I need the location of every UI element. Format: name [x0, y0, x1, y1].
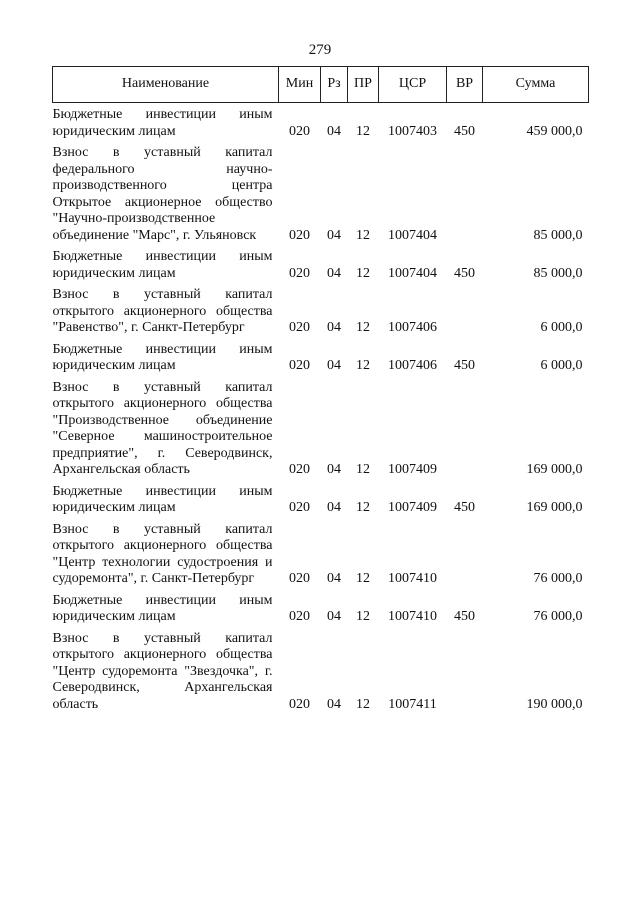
table-row — [53, 480, 589, 518]
row-min: 020 — [289, 500, 310, 515]
row-min: 020 — [289, 462, 310, 477]
table-row — [53, 283, 589, 338]
row-rz: 04 — [327, 320, 341, 335]
row-vr — [447, 518, 483, 589]
row-min: 020 — [289, 227, 310, 243]
row-min: 020 — [289, 358, 310, 373]
row-sum: 459 000,0 — [526, 123, 583, 139]
row-rz: 04 — [327, 227, 341, 243]
row-csr: 1007406 — [388, 358, 437, 373]
header-vr: ВР — [447, 67, 483, 103]
row-min: 020 — [289, 609, 310, 624]
table-row — [53, 338, 589, 376]
row-name: Взнос в уставный капитал открытого акционерного общества "Равенство", г. Санкт-Петербург — [52, 287, 273, 335]
row-name: Бюджетные инвестиции иным юридическим лицам — [52, 107, 273, 139]
row-name: Бюджетные инвестиции иным юридическим лицам — [52, 592, 273, 624]
row-min: 020 — [289, 265, 310, 281]
row-vr: 450 — [454, 123, 475, 139]
row-name: Взнос в уставный капитал федерального научно-производственного центра Открытое акционерное общество "Научно-производственное объединение "Марс", г. Ульяновск — [52, 145, 273, 243]
row-pr: 12 — [356, 227, 370, 243]
row-rz: 04 — [327, 462, 341, 477]
row-vr — [447, 627, 483, 715]
row-sum: 85 000,0 — [533, 265, 583, 281]
row-sum: 76 000,0 — [533, 609, 583, 624]
row-sum: 85 000,0 — [533, 227, 583, 243]
row-vr: 450 — [454, 358, 475, 373]
row-pr: 12 — [356, 609, 370, 624]
table-header — [53, 67, 589, 103]
row-rz: 04 — [327, 571, 341, 586]
header-name: Наименование — [53, 67, 279, 103]
header-rz: Рз — [321, 67, 348, 103]
page-number: 279 — [308, 42, 332, 58]
table-row — [53, 627, 589, 715]
row-csr: 1007404 — [388, 265, 437, 281]
row-name: Бюджетные инвестиции иным юридическим лицам — [52, 249, 273, 281]
row-name: Взнос в уставный капитал открытого акционерного общества "Производственное объединение "Северное машиностроительное предприятие", г. Северодвинск, Архангельская область — [52, 379, 273, 477]
row-min: 020 — [289, 696, 310, 712]
row-pr: 12 — [356, 320, 370, 335]
header-row — [53, 67, 589, 103]
row-sum: 6 000,0 — [540, 320, 583, 335]
row-rz: 04 — [327, 358, 341, 373]
header-pr: ПР — [348, 67, 379, 103]
row-rz: 04 — [327, 123, 341, 139]
row-pr: 12 — [356, 696, 370, 712]
row-csr: 1007409 — [388, 500, 437, 515]
row-name: Бюджетные инвестиции иным юридическим лицам — [52, 483, 273, 515]
budget-table — [52, 66, 589, 714]
row-csr: 1007409 — [388, 462, 437, 477]
row-vr — [447, 141, 483, 245]
header-min: Мин — [279, 67, 321, 103]
table-row — [53, 103, 589, 142]
table-row — [53, 141, 589, 245]
row-pr: 12 — [356, 358, 370, 373]
table-row — [53, 589, 589, 627]
row-pr: 12 — [356, 265, 370, 281]
row-sum: 169 000,0 — [526, 500, 583, 515]
table-body — [53, 103, 589, 715]
row-min: 020 — [289, 123, 310, 139]
row-csr: 1007411 — [388, 696, 437, 712]
row-min: 020 — [289, 571, 310, 586]
header-sum: Сумма — [483, 67, 589, 103]
row-vr: 450 — [454, 500, 475, 515]
row-vr — [447, 283, 483, 338]
row-csr: 1007410 — [388, 571, 437, 586]
row-sum: 190 000,0 — [526, 696, 583, 712]
row-rz: 04 — [327, 265, 341, 281]
row-csr: 1007403 — [388, 123, 437, 139]
row-rz: 04 — [327, 500, 341, 515]
row-pr: 12 — [356, 123, 370, 139]
row-vr: 450 — [454, 265, 475, 281]
header-csr: ЦСР — [379, 67, 447, 103]
row-csr: 1007404 — [388, 227, 437, 243]
row-vr — [447, 376, 483, 480]
row-name: Взнос в уставный капитал открытого акционерного общества "Центр технологии судостроения и судоремонта", г. Санкт-Петербург — [52, 521, 273, 586]
row-pr: 12 — [356, 500, 370, 515]
row-sum: 76 000,0 — [533, 571, 583, 586]
row-pr: 12 — [356, 462, 370, 477]
row-csr: 1007410 — [388, 609, 437, 624]
row-csr: 1007406 — [388, 320, 437, 335]
row-name: Взнос в уставный капитал открытого акционерного общества "Центр судоремонта "Звездочка", г. Северодвинск, Архангельская область — [52, 630, 273, 712]
table-row — [53, 376, 589, 480]
row-vr: 450 — [454, 609, 475, 624]
row-sum: 169 000,0 — [526, 462, 583, 477]
table-row — [53, 518, 589, 589]
row-rz: 04 — [327, 609, 341, 624]
row-pr: 12 — [356, 571, 370, 586]
row-min: 020 — [289, 320, 310, 335]
row-rz: 04 — [327, 696, 341, 712]
table-row — [53, 245, 589, 283]
row-name: Бюджетные инвестиции иным юридическим лицам — [52, 341, 273, 373]
row-sum: 6 000,0 — [540, 358, 583, 373]
